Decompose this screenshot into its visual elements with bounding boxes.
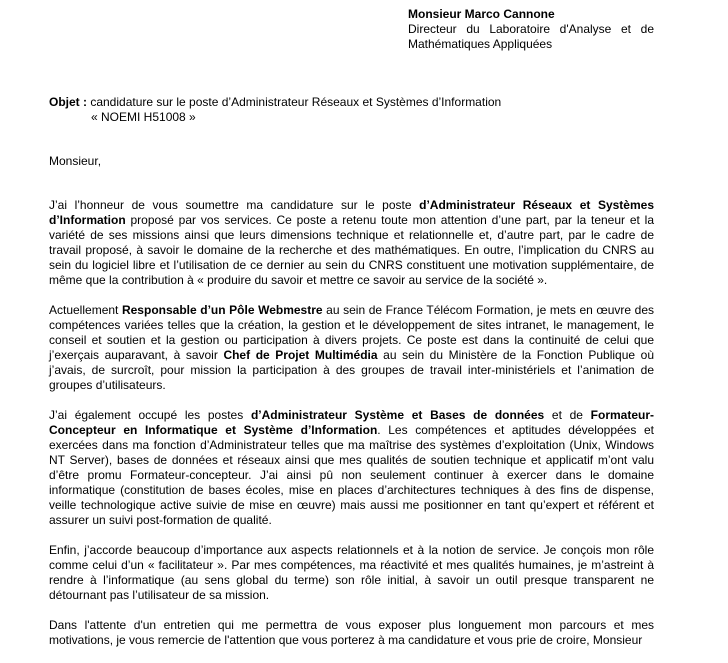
salutation: Monsieur, [49,154,102,168]
paragraph-text: Enfin, j’accorde beaucoup d’importance aux aspects relationnels et à la notion de service. Je conçois mon rôle comme celui d’un « facilitateur ». Par mes compétences, ma réactivité et mes qualités humaines, je m’astreint à rendre à l’informatique (au sens global du terme) son rôle initial, à savoir un outil presque transparent ne détournant pas l’utilisateur de sa mission. [49,543,654,602]
recipient-name: Monsieur Marco Cannone [408,7,555,21]
paragraph-emphasis: d’Administrateur Système et Bases de données [250,408,545,422]
paragraph-emphasis: Chef de Projet Multimédia [223,348,378,362]
paragraph-emphasis: Formateur-Concepteur en Informatique et Système d’Information [49,408,655,437]
paragraph-emphasis: d’Administrateur Réseaux et Systèmes d’Information [49,198,654,227]
object-label: Objet : [49,95,87,109]
paragraph-text: au sein de France Télécom Formation, je mets en œuvre des compétences variées telles que la création, la gestion et le développement de sites intranet, le management, le conseil et soutien et la gestion ou participation à divers projets. Ce poste est dans la continuité de celui que j’exerçais auparavant, à savoir [49,303,655,362]
paragraph-text: J’ai l’honneur de vous soumettre ma candidature sur le poste [49,198,420,212]
paragraph-text: au sein du Ministère de la Fonction Publique où j’avais, de surcroît, pour mission la participation à des groupes de travail inter-ministériels et l’animation de groupes d’utilisateurs. [49,348,654,392]
object-reference: « NOEMI H51008 » [91,110,196,124]
paragraph-current-position [49,303,654,393]
paragraph-text: J’ai également occupé les postes [49,408,251,422]
paragraph-application [49,198,654,288]
paragraph-emphasis: Responsable d’un Pôle Webmestre [121,303,323,317]
object-text: candidature sur le poste d’Administrateur Réseaux et Systèmes d’Information [87,95,502,109]
letter-body [49,198,654,663]
paragraph-text: Actuellement [49,303,122,317]
paragraph-closing [49,618,654,648]
object-line [49,95,659,125]
paragraph-relational [49,543,654,603]
paragraph-text: proposé par vos services. Ce poste a retenu toute mon attention d’une part, par la teneur et la variété de ses missions ainsi que leurs dimensions technique et relationnelle et, d’autre part, par le cadre de travail proposé, à savoir le domaine de la recherche et des mathématiques. En outre, l’implication du CNRS au sein du logiciel libre et l’utilisation de ce dernier au sein du CNRS constituent une motivation supplémentaire, de même que la contribution à « produire du savoir et mettre ce savoir au service de la société ». [49,213,654,287]
recipient-title: Directeur du Laboratoire d'Analyse et de Mathématiques Appliquées [408,22,654,51]
recipient-block [408,7,654,52]
paragraph-text: Dans l'attente d'un entretien qui me permettra de vous exposer plus longuement mon parcours et mes motivations, je vous remercie de l'attention que vous porterez à ma candidature et vous prie de croire, Monsieur [49,618,654,647]
paragraph-text: . Les compétences et aptitudes développées et exercées dans ma fonction d’Administrateur telles que ma maîtrise des systèmes d’exploitation (Unix, Windows NT Server), bases de données et réseaux ainsi que mes qualités de soutien technique et applicatif m’ont valu d’être promu Formateur-concepteur. J’ai ainsi pû non seulement continuer à exercer dans le domaine informatique (constitution de bases écoles, mise en places d’architectures techniques à des fins de dispense, veille technologique active suivie de mise en œuvre) mais aussi me positionner en tant qu’expert et référent et assurer un suivi post-formation de qualité. [49,423,654,527]
paragraph-text: et de [544,408,591,422]
paragraph-previous-positions [49,408,654,528]
